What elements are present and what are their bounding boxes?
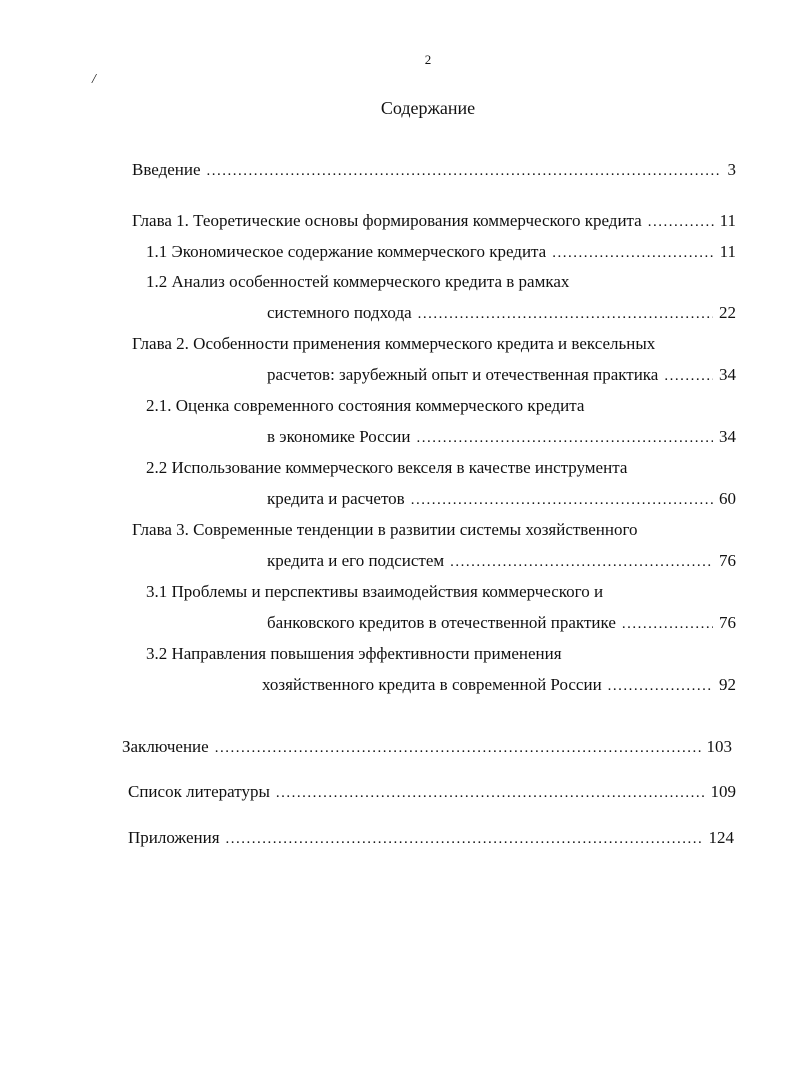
entry-text: Приложения <box>128 828 220 847</box>
entry-page: 124 <box>708 828 734 847</box>
stray-mark: / <box>92 72 96 87</box>
entry-page: 92 <box>719 675 736 694</box>
dot-leader <box>622 612 713 636</box>
toc-entry-section-3-1-line-1: 3.1 Проблемы и перспективы взаимодействия коммерческого и <box>146 582 604 601</box>
toc-entry-section-3-2-line-1: 3.2 Направления повышения эффективности применения <box>146 644 562 663</box>
dot-leader <box>207 159 722 183</box>
toc-entry-references <box>128 780 736 804</box>
entry-text: банковского кредитов в отечественной практике <box>267 613 616 632</box>
toc-entry-section-3-1-line-2 <box>267 611 736 635</box>
toc-entry-section-2-2-line-1: 2.2 Использование коммерческого векселя в качестве инструмента <box>146 458 628 477</box>
toc-entry-chapter-3-line-1: Глава 3. Современные тенденции в развитии системы хозяйственного <box>132 520 638 539</box>
toc-entry-section-1-2-line-1: 1.2 Анализ особенностей коммерческого кредита в рамках <box>146 272 570 291</box>
entry-page: 109 <box>710 782 736 801</box>
entry-text: расчетов: зарубежный опыт и отечественная практика <box>267 365 659 384</box>
toc-entry-conclusion <box>122 735 732 759</box>
page-number: 2 <box>424 52 432 67</box>
entry-text: кредита и расчетов <box>267 489 405 508</box>
dot-leader <box>648 210 714 234</box>
dot-leader <box>226 827 703 851</box>
entry-text: Заключение <box>122 737 209 756</box>
dot-leader <box>418 302 713 326</box>
toc-entry-chapter-2-line-1: Глава 2. Особенности применения коммерческого кредита и вексельных <box>132 334 656 353</box>
toc-title: Содержание <box>380 98 476 118</box>
dot-leader <box>552 241 713 265</box>
entry-page: 22 <box>719 303 736 322</box>
toc-entry-chapter-2-line-2 <box>267 363 736 387</box>
toc-entry-section-2-1-line-1: 2.1. Оценка современного состояния коммерческого кредита <box>146 396 585 415</box>
entry-page: 76 <box>719 551 736 570</box>
toc-entry-chapter-1 <box>132 209 736 233</box>
toc-entry-appendices <box>128 826 734 850</box>
entry-text: системного подхода <box>267 303 412 322</box>
entry-text: в экономике России <box>267 427 411 446</box>
entry-page: 34 <box>719 427 736 446</box>
entry-page: 76 <box>719 613 736 632</box>
toc-entry-section-2-2-line-2 <box>267 487 736 511</box>
dot-leader <box>411 488 713 512</box>
toc-entry-section-2-1-line-2 <box>267 425 736 449</box>
entry-page: 103 <box>706 737 732 756</box>
toc-entry-section-1-2-line-2 <box>267 301 736 325</box>
dot-leader <box>416 426 713 450</box>
entry-text: Глава 1. Теоретические основы формирования коммерческого кредита <box>132 211 642 230</box>
toc-entry-section-3-2-line-2 <box>262 673 736 697</box>
entry-page: 11 <box>719 211 736 230</box>
toc-entry-introduction <box>132 158 736 182</box>
entry-text: кредита и его подсистем <box>267 551 445 570</box>
dot-leader <box>608 674 713 698</box>
toc-entry-chapter-3-line-2 <box>267 549 736 573</box>
entry-page: 3 <box>727 160 736 179</box>
dot-leader <box>276 781 705 805</box>
entry-page: 34 <box>719 365 736 384</box>
toc-entry-section-1-1 <box>146 240 736 264</box>
entry-text: Список литературы <box>128 782 270 801</box>
dot-leader <box>450 550 713 574</box>
entry-text: Введение <box>132 160 201 179</box>
entry-text: хозяйственного кредита в современной России <box>262 675 602 694</box>
dot-leader <box>215 736 701 760</box>
entry-page: 60 <box>719 489 736 508</box>
dot-leader <box>664 364 713 388</box>
entry-page: 11 <box>719 242 736 261</box>
entry-text: 1.1 Экономическое содержание коммерческого кредита <box>146 242 547 261</box>
